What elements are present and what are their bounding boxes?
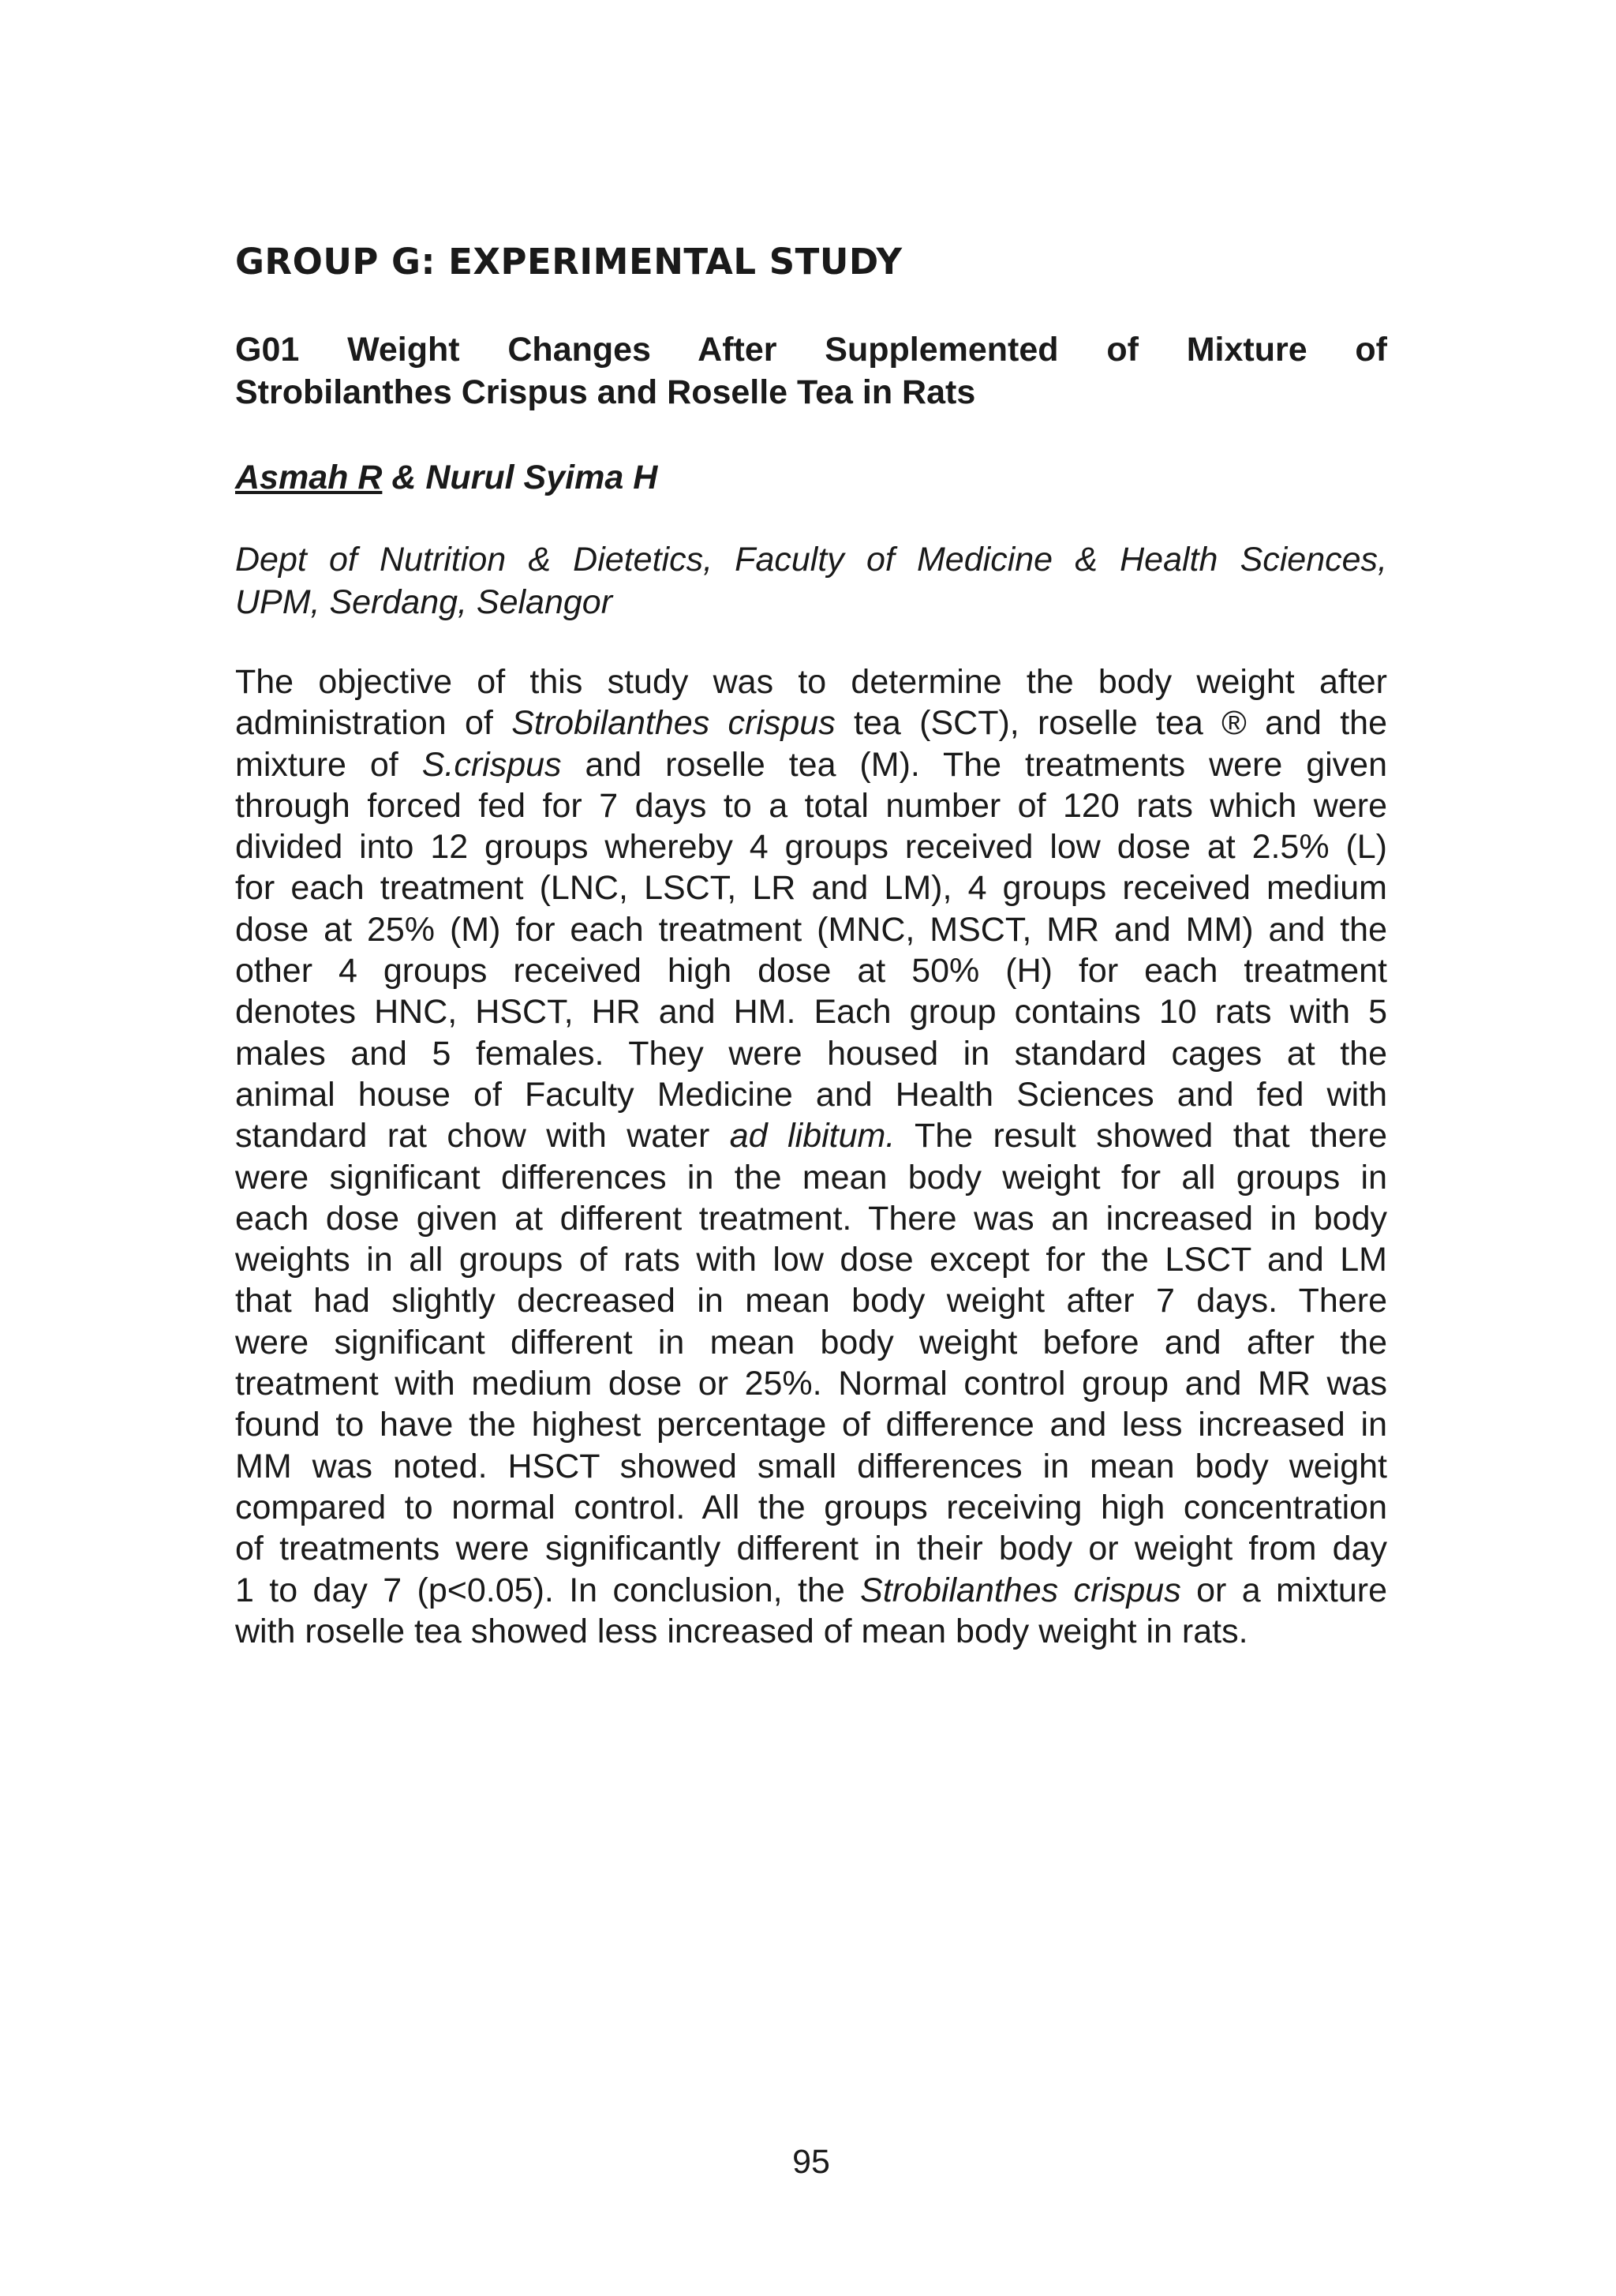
abstract-title — [235, 328, 1387, 414]
abstract-line: compared to normal control. All the groups receiving high concentration — [235, 1488, 1387, 1526]
abstract-line: through forced fed for 7 days to a total number of 120 rats which were — [235, 786, 1387, 825]
abstract-line: treatment with medium dose or 25%. Normal control group and MR was — [235, 1365, 1387, 1403]
abstract-line: were significant different in mean body weight before and after the — [235, 1323, 1387, 1361]
abstract-line: standard rat chow with water ad libitum. The result showed that there — [235, 1117, 1387, 1155]
abstract-line: denotes HNC, HSCT, HR and HM. Each group contains 10 rats with 5 — [235, 993, 1387, 1032]
abstract-body — [235, 661, 1387, 1652]
abstract-line: MM was noted. HSCT showed small differences in mean body weight — [235, 1447, 1387, 1485]
page-number: 95 — [792, 2143, 830, 2181]
abstract-line: 1 to day 7 (p<0.05). In conclusion, the Strobilanthes crispus or a mixture — [235, 1571, 1387, 1609]
abstract-line: of treatments were significantly different in their body or weight from day — [235, 1530, 1387, 1568]
affiliation-line-2: UPM, Serdang, Selangor — [235, 583, 613, 621]
abstract-line: divided into 12 groups whereby 4 groups received low dose at 2.5% (L) — [235, 828, 1387, 867]
authors — [235, 456, 657, 499]
abstract-line: other 4 groups received high dose at 50% (H) for each treatment — [235, 952, 1387, 991]
abstract-line: weights in all groups of rats with low dose except for the LSCT and LM — [235, 1241, 1387, 1279]
abstract-line: found to have the highest percentage of difference and less increased in — [235, 1406, 1387, 1444]
abstract-line: administration of Strobilanthes crispus tea (SCT), roselle tea ® and the — [235, 704, 1388, 743]
group-heading: GROUP G: EXPERIMENTAL STUDY — [235, 241, 903, 283]
abstract-line: each dose given at different treatment. There was an increased in body — [235, 1199, 1387, 1238]
abstract-line: were significant differences in the mean body weight for all groups in — [235, 1158, 1387, 1197]
abstract-title-line-1: G01 Weight Changes After Supplemented of Mixture of — [235, 331, 1387, 369]
species-name: Strobilanthes crispus — [860, 1571, 1181, 1609]
abstract-line: dose at 25% (M) for each treatment (MNC, MSCT, MR and MM) and the — [235, 910, 1387, 949]
latin-phrase: ad libitum. — [729, 1117, 896, 1155]
abstract-line: animal house of Faculty Medicine and Health Sciences and fed with — [235, 1075, 1387, 1114]
abstract-line: males and 5 females. They were housed in standard cages at the — [235, 1034, 1387, 1073]
abstract-line: for each treatment (LNC, LSCT, LR and LM), 4 groups received medium — [235, 869, 1387, 908]
affiliation — [235, 538, 1387, 624]
presenting-author: Asmah R — [235, 459, 383, 496]
abstract-title-line-2: Strobilanthes Crispus and Roselle Tea in Rats — [235, 373, 976, 411]
abstract-line: The objective of this study was to determine the body weight after — [235, 663, 1387, 701]
abstract-line: that had slightly decreased in mean body weight after 7 days. There — [235, 1282, 1387, 1320]
document-page — [235, 0, 1387, 2296]
abstract-line: mixture of S.crispus and roselle tea (M). The treatments were given — [235, 745, 1387, 784]
abstract-line: with roselle tea showed less increased of mean body weight in rats. — [235, 1612, 1248, 1650]
species-name: S.crispus — [421, 745, 562, 784]
co-authors: & Nurul Syima H — [382, 459, 658, 496]
species-name: Strobilanthes crispus — [511, 704, 836, 743]
affiliation-line-1: Dept of Nutrition & Dietetics, Faculty of Medicine & Health Sciences, — [235, 541, 1387, 579]
